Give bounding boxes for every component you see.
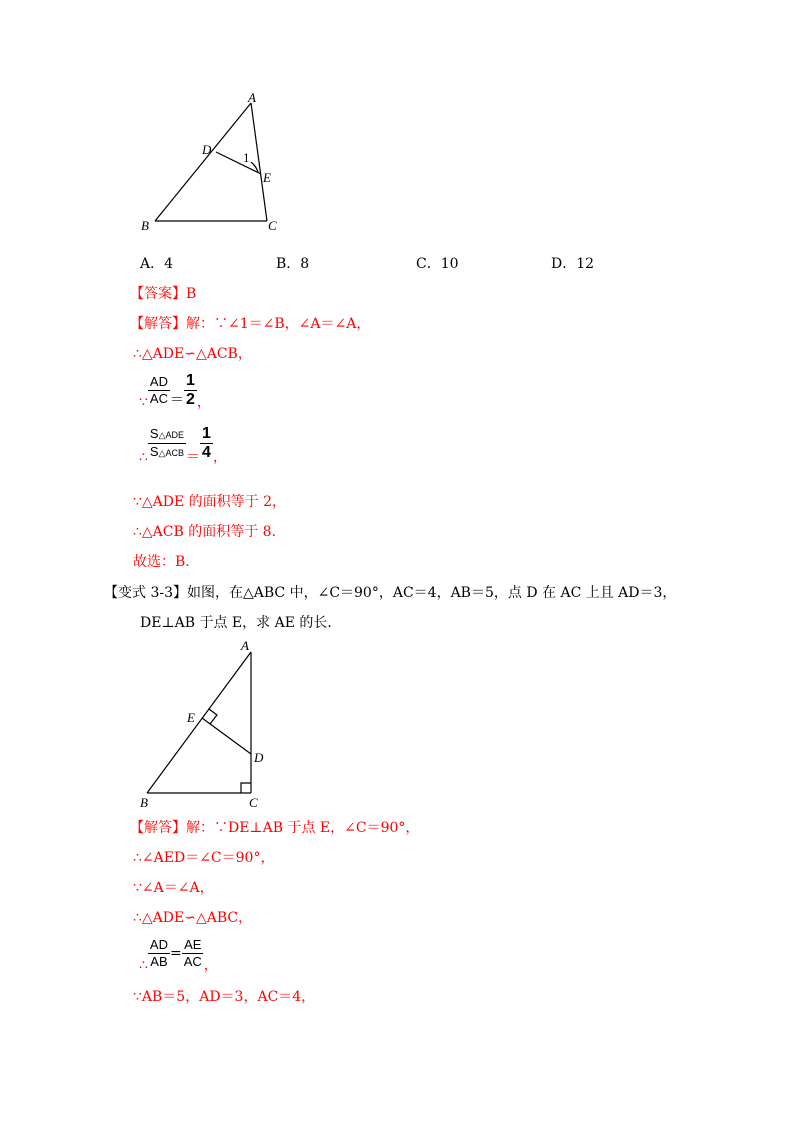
therefore-symbol: ∴ [139,957,148,974]
label-c: C [249,795,258,810]
area-subscript-acb: △ACB [158,448,185,458]
problem-text-1: 如图，在△ABC 中，∠C＝90°，AC＝4，AB＝5，点 D 在 AC 上且 AD＝3， [187,585,677,601]
answer-line [130,285,196,303]
segment-de [216,152,261,174]
comma: ， [212,449,227,466]
label-e: E [187,710,195,725]
fraction-ad-ab [148,937,170,970]
solution1-line6: ∴△ACB 的面积等于 8． [133,524,286,540]
option-a-key: A． [140,256,165,272]
segment-de [202,718,251,754]
label-c: C [268,218,277,233]
fraction-numerator: AD [149,937,168,952]
label-b: B [140,795,148,810]
area-s: S [149,444,159,459]
comma: ， [203,957,218,974]
problem-line1 [104,584,676,602]
option-c-value: 10 [440,256,459,272]
solution2-line2: ∴∠AED＝∠C＝90°， [133,850,275,866]
fraction-area-ratio [148,426,186,461]
solution1-line4 [139,425,227,467]
problem-tag: 【变式 3-3】 [104,585,187,601]
answer-tag: 【答案】 [130,286,186,302]
therefore-symbol: ∴ [139,449,148,466]
fraction-ae-ac [182,937,204,970]
comma: ， [196,394,211,411]
answer-value: B [186,286,197,302]
fraction-denominator: AB [150,954,168,969]
fraction-one-half [184,372,197,409]
fraction-denominator: 2 [185,391,195,408]
option-b-value: 8 [300,256,310,272]
fraction-one-quarter [200,425,213,462]
solution2-line3: ∵∠A＝∠A， [133,880,214,896]
right-angle-mark-e [209,709,217,724]
equals-sign: = [169,945,182,962]
solution2-tag: 【解答】 [130,820,186,836]
area-subscript-ade: △ADE [158,430,185,440]
fraction-denominator: 4 [202,444,211,461]
fraction-numerator: AD [149,374,168,389]
fraction-ad-ac [148,374,170,407]
label-a: A [248,90,256,105]
option-c-key: C． [416,256,441,272]
side-ab [147,652,251,793]
option-a[interactable] [140,255,173,273]
solution1-line5: ∵△ADE 的面积等于 2， [133,494,287,510]
label-d: D [202,142,212,157]
label-d: D [254,750,264,765]
fraction-numerator: AE [184,937,202,952]
fraction-numerator: 1 [185,372,195,389]
option-d[interactable] [551,255,594,273]
fraction-numerator: 1 [202,425,211,442]
option-d-value: 12 [576,256,595,272]
solution1-line2: ∴△ADE∽△ACB， [133,346,252,362]
option-d-key: D． [551,256,577,272]
right-angle-mark-c [241,783,251,793]
solution2-line4: ∴△ADE∽△ABC， [133,910,253,926]
side-ac [251,103,267,221]
solution2-line1-text: 解：∵DE⊥AB 于点 E，∠C＝90°， [186,820,420,836]
fraction-denominator: AC [183,954,202,969]
solution1-tag: 【解答】 [130,316,186,332]
option-b-key: B． [276,256,301,272]
because-symbol: ∵ [139,394,148,411]
fraction-denominator [148,444,186,461]
fraction-denominator: AC [149,391,168,406]
option-c[interactable] [416,255,459,273]
label-angle-1: 1 [243,150,250,165]
label-b: B [141,218,149,233]
solution2-line5 [139,937,218,975]
problem-line2: DE⊥AB 于点 E，求 AE 的长． [140,615,342,631]
solution1-line7: 故选：B． [133,554,200,570]
option-b[interactable] [276,255,309,273]
solution1-line1-text: 解：∵∠1＝∠B，∠A＝∠A， [186,316,371,332]
triangle-figure-1 [130,90,300,240]
fraction-numerator [148,426,186,444]
equals-sign: ＝ [186,449,201,466]
option-a-value: 4 [164,256,174,272]
label-a: A [241,638,249,653]
solution2-line1 [130,819,419,837]
label-e: E [263,170,271,185]
area-s: S [149,426,159,441]
equals-sign: ＝ [169,392,184,409]
solution2-line6: ∵AB＝5，AD＝3，AC＝4， [133,989,316,1005]
solution1-line3 [139,372,211,412]
triangle-figure-2 [135,636,275,811]
solution1-line1 [130,315,370,333]
